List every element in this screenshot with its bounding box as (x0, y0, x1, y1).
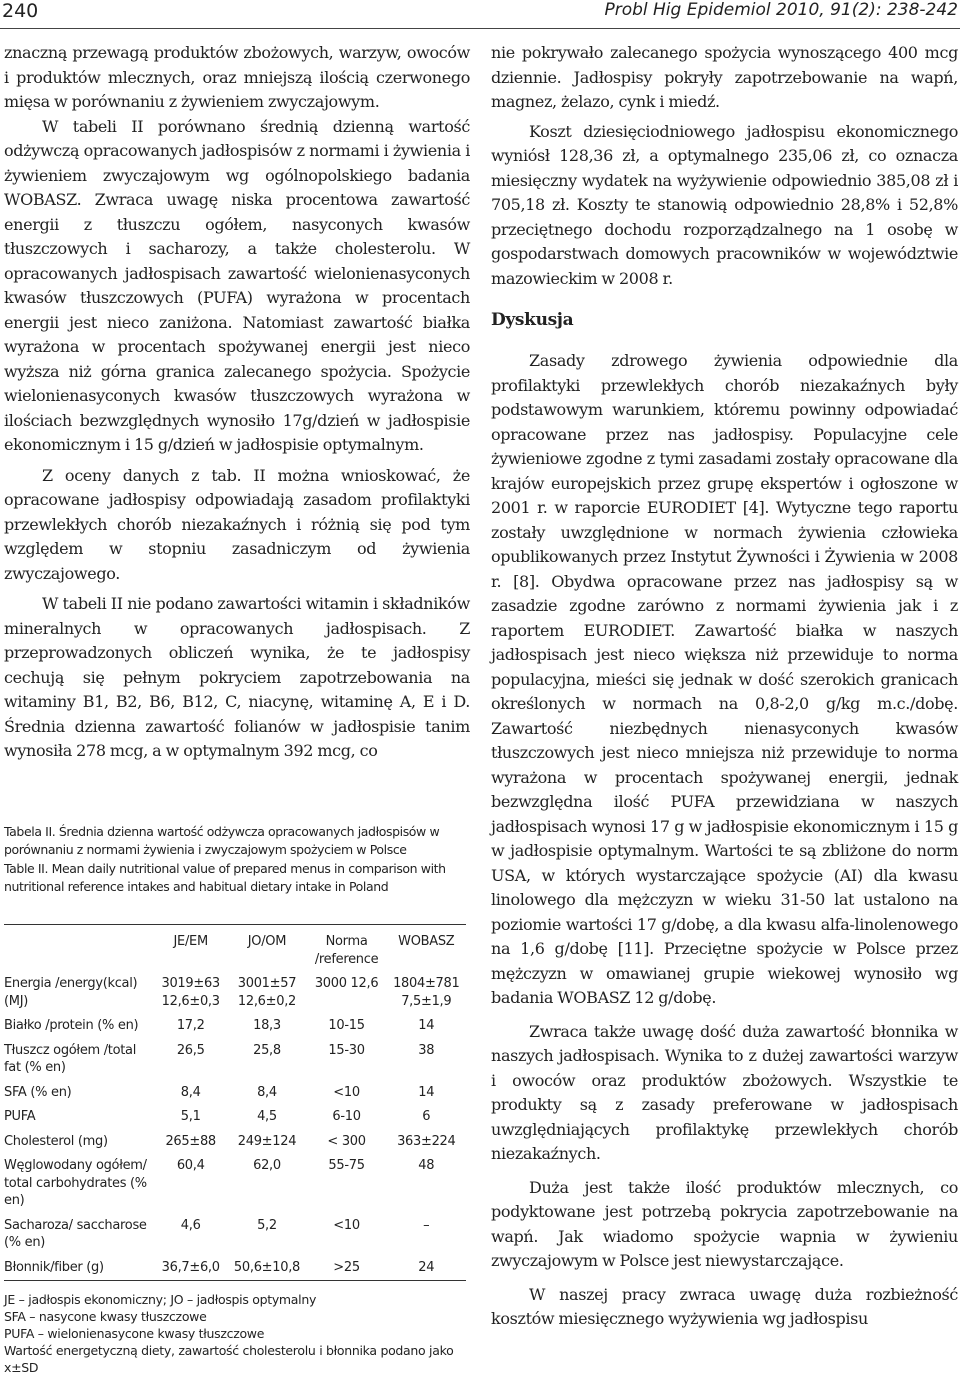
table-cell: 3000 12,6 (314, 976, 379, 991)
table-header-cell (4, 925, 154, 972)
table-cell: PUFA (4, 1109, 36, 1124)
table-header-cell: JO/OM (247, 934, 287, 949)
page-header (0, 0, 960, 28)
table-cell: 8,4 (180, 1084, 201, 1100)
table-cell: < 300 (327, 1133, 366, 1149)
paragraph: nie pokrywało zalecanego spożycia wynoszącego 400 mcg dziennie. Jadłospisy pokryły zapotrzebowanie na wapń, magnez, żelazo, cynk i miedź. (491, 43, 958, 111)
table-cell: 5,2 (257, 1217, 277, 1233)
table-row (4, 1039, 466, 1081)
table-cell: 3001±57 12,6±0,2 (237, 976, 297, 1009)
table-cell: – (423, 1217, 430, 1233)
table-header-cell: WOBASZ (398, 934, 455, 949)
table-cell: 62,0 (253, 1158, 281, 1173)
table-cell: 14 (418, 1018, 435, 1033)
table-cell: 25,8 (253, 1042, 281, 1058)
table-cell: 50,6±10,8 (233, 1259, 301, 1275)
table-cell: 14 (418, 1084, 435, 1100)
paragraph: Duża jest także ilość produktów mlecznych, co podyktowane jest potrzebą pokrycia zapotrzebowanie na wapń. Jak wiadomo spożycie wapnia w żywieniu zwyczajowym w Polsce jest niewystarczające. (491, 1177, 958, 1270)
table-cell: 8,4 (257, 1084, 277, 1100)
table-cell: 1804±781 7,5±1,9 (393, 976, 460, 1009)
paragraph: Zwraca także uwagę dość duża zawartość błonnika w naszych jadłospisach. Wynika to z dużej zawartości warzyw i owoców oraz produktów zbożowych. Wszystkie te produkty są z zasady preferowane w jadłospisach uwzględniających profilaktykę przewlekłych chorób niezakaźnych. (491, 1021, 958, 1163)
table-header-cell: JE/EM (173, 934, 208, 949)
table-row (4, 1081, 466, 1106)
footnote: Wartość energetyczną diety, zawartość cholesterolu i błonnika podano jako x±SD (4, 1343, 454, 1375)
table-cell: Białko /protein (% en) (4, 1018, 139, 1033)
table-cell: 55-75 (328, 1158, 365, 1173)
paragraph: W tabeli II nie podano zawartości witamin i składników mineralnych w opracowanych jadłospisach. Z przeprowadzonych obliczeń wynika, że te jadłospisy cechują się pełnym pokryciem zapotrzebowania na witaminy B1, B2, B6, B12, C, niacynę, witaminę A, E i D. Średnia dzienna zawartość folianów w jadłospisie tanim wynosiła 278 mcg, a w optymalnym 392 mcg, co (4, 594, 470, 760)
journal-citation: Probl Hig Epidemiol 2010, 91(2): 238-242 (604, 0, 958, 20)
table-bottom-rule (4, 1280, 466, 1281)
table-cell: 363±224 (397, 1133, 456, 1149)
table-cell: Błonnik/fiber (g) (4, 1259, 104, 1275)
table-cell: 4,5 (257, 1109, 277, 1124)
left-column (4, 41, 470, 764)
paragraph: W naszej pracy zwraca uwagę duża rozbieżność kosztów miesięcznego wyżywienia wg jadłospisu (491, 1284, 958, 1328)
table-cell: SFA (% en) (4, 1084, 72, 1100)
table-cell: 249±124 (237, 1133, 297, 1149)
table-cell: 38 (418, 1042, 435, 1058)
paragraph: znaczną przewagą produktów zbożowych, warzyw, owoców i produktów mlecznych, oraz mniejszą ilością czerwonego mięsa w porównaniu z żywieniem zwyczajowym. (4, 43, 470, 111)
table-caption (4, 823, 470, 895)
table-row (4, 1214, 466, 1256)
table-cell: Sacharoza/ saccharose (% en) (4, 1217, 147, 1250)
page-number: 240 (2, 0, 39, 22)
table-row (4, 1256, 466, 1281)
table-cell: 60,4 (176, 1158, 205, 1173)
table-cell: 6-10 (332, 1109, 361, 1124)
table-cell: 15-30 (328, 1042, 365, 1058)
table-cell: 26,5 (176, 1042, 205, 1058)
table-row (4, 1130, 466, 1155)
table-cell: 5,1 (180, 1109, 201, 1124)
table-row (4, 1105, 466, 1130)
table-cell: 36,7±6,0 (161, 1259, 220, 1275)
table-cell: 3019±63 12,6±0,3 (161, 976, 220, 1009)
table-cell: 6 (422, 1109, 431, 1124)
table-cell: Węglowodany ogółem/ total carbohydrates (% en) (4, 1158, 147, 1208)
table-cell: Energia /energy(kcal) (MJ) (4, 976, 138, 1009)
table-cell: 18,3 (253, 1018, 281, 1033)
right-column (491, 41, 958, 1332)
footnote: SFA – nasycone kwasy tłuszczowe (4, 1309, 207, 1324)
table-footnotes (4, 1291, 470, 1376)
table-cell: Tłuszcz ogółem /total fat (% en) (4, 1042, 137, 1075)
table-cell: 17,2 (176, 1018, 205, 1033)
section-heading: Dyskusja (491, 310, 574, 330)
footnote: JE – jadłospis ekonomiczny; JO – jadłospis optymalny (4, 1292, 317, 1307)
table-cell: 4,6 (180, 1217, 201, 1233)
header-rule (0, 28, 960, 29)
paragraph: Koszt dziesięciodniowego jadłospisu ekonomicznego wyniósł 128,36 zł, a optymalnego 235,06 zł, co oznacza miesięczny wydatek na wyżywienie odpowiednio 385,08 zł i 705,18 zł. Koszty te stanowią odpowiednio 28,8% i 52,8% przeciętnego dochodu rozporządzalnego na 1 osobę w gospodarstwach domowych pracowników w województwie mazowieckim w 2008 r. (491, 121, 958, 288)
table-header-cell: Norma /reference (314, 934, 379, 967)
nutrition-table (4, 924, 466, 1281)
table-cell: <10 (333, 1217, 360, 1233)
table-row (4, 1154, 466, 1214)
table-cell: 10-15 (328, 1018, 365, 1033)
table-cell: 265±88 (165, 1133, 216, 1149)
table-row (4, 972, 466, 1014)
table-cell: Cholesterol (mg) (4, 1133, 108, 1149)
paragraph: Zasady zdrowego żywienia odpowiednie dla profilaktyki przewlekłych chorób niezakaźnych były podstawowym warunkiem, któremu powinny odpowiadać opracowane przez nas jadłospisy. Populacyjne cele żywieniowe zgodne z tymi zasadami zostały opracowane dla krajów europejskich przez grupę ekspertów i ogłoszone w 2001 r. w raporcie EURODIET [4]. Wytyczne tego raportu zostały uwzględnione w normach żywienia człowieka opublikowanych przez Instytut Żywności i Żywienia w 2008 r. [8]. Obydwa opracowane przez nas jadłospisy są w zasadzie zgodne zarówno z normami żywienia jak i z raportem EURODIET. Zawartość białka w naszych jadłospisach jest nieco większa niż przewiduje to norma populacyjna, mieści się jednak w dość szerokich granicach określonych w normach na 0,8-2,0 g/kg m.c./dobę. Zawartość niezbędnych nienasyconych kwasów tłuszczowych jest nieco mniejsza niż przewiduje to norma wyrażona w procentach spożywanej energii, jednak bezwzględna ilość PUFA przewidziana w naszych jadłospisach wynosi 17 g w jadłospisie ekonomicznym i 15 g w jadłospisie optymalnym. Wartości te są zbliżone do norm USA, w których wystarczające spożycie (AI) dla kwasu linolowego dla mężczyzn w wieku 31-50 lat ustalono na poziomie wartości 17 g/dobę, a dla kwasu alfa-linolenowego na 1,6 g/dobę [11]. Przeciętne spożycie w Polsce przez mężczyzn w omawianej grupie wiekowej wynosiło wg badania WOBASZ 12 g/dobę. (491, 351, 958, 1007)
table-cell: 24 (418, 1259, 435, 1275)
table-cell: 48 (418, 1158, 435, 1173)
table-cell: >25 (333, 1259, 360, 1275)
table-caption-pl: Tabela II. Średnia dzienna wartość odżywcza opracowanych jadłospisów w porównaniu z normami żywienia i zwyczajowym spożyciem w Polsce (4, 824, 440, 857)
paragraph: Z oceny danych z tab. II można wnioskować, że opracowane jadłospisy odpowiadają zasadom profilaktyki przewlekłych chorób niezakaźnych i różnią się pod tym względem w stopniu zasadniczym od żywienia zwyczajowego. (4, 465, 470, 583)
table-cell: <10 (333, 1084, 360, 1100)
table-caption-en: Table II. Mean daily nutritional value of prepared menus in comparison with nutritional reference intakes and habitual dietary intake in Poland (4, 861, 446, 894)
paragraph: W tabeli II porównano średnią dzienną wartość odżywczą opracowanych jadłospisów z normami i żywienia i żywieniem zwyczajowym wg ogólnopolskiego badania WOBASZ. Zwraca uwagę niska procentowa zawartość energii z tłuszczu ogółem, nasyconych kwasów tłuszczowych i sacharozy, a także cholesterolu. W opracowanych jadłospisach zawartość wielonienasyconych kwasów tłuszczowych (PUFA) wyrażona w procentach energii jest nieco zaniżona. Natomiast zawartość białka wyrażona w procentach spożywanej energii jest nieco wyższa niż górna granica zalecanego spożycia. Spożycie wielonienasyconych kwasów tłuszczowych wyrażona w ilościach bezwzględnych wynosiło 17g/dzień w jadłospisie ekonomicznym i 15 g/dzień w jadłospisie optymalnym. (4, 116, 470, 454)
table-row (4, 1014, 466, 1039)
footnote: PUFA – wielonienasycone kwasy tłuszczowe (4, 1326, 265, 1341)
